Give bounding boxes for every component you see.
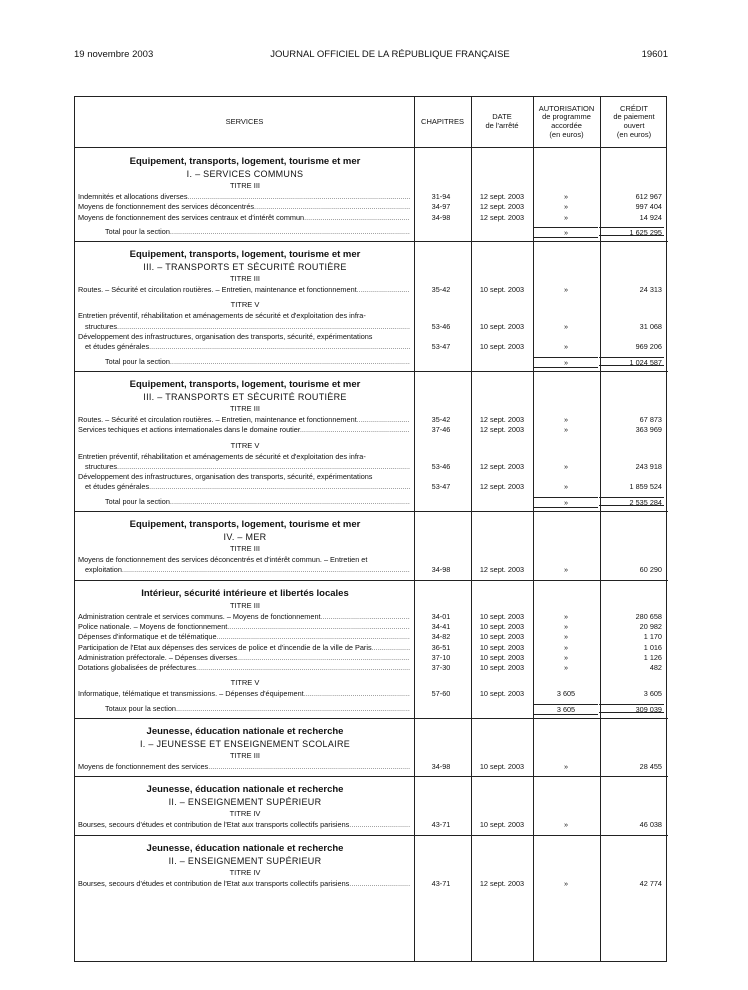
chapitre-cell: 53-47 <box>431 342 451 352</box>
autorisation-cell: » <box>563 285 569 295</box>
credit-cell: 14 924 <box>639 212 662 222</box>
table-row <box>75 311 668 321</box>
service-label: Développement des infrastructures, organisation des transports, sécurité, expérimentations <box>78 332 373 342</box>
service-label: Moyens de fonctionnement des services centraux et d'intérêt commun ..... <box>78 213 410 223</box>
table-row <box>75 462 668 472</box>
section-ministry: Equipement, transports, logement, tourisme et mer <box>129 378 361 390</box>
autorisation-cell: » <box>563 461 569 471</box>
total-credit: 309 039 <box>599 704 664 713</box>
service-label-cont: structures ..... <box>85 462 410 472</box>
table-row <box>75 689 668 699</box>
total-row <box>75 357 668 367</box>
date-cell: 12 sept. 2003 <box>479 212 525 222</box>
credits-table <box>74 96 667 962</box>
chapitre-cell: 34-98 <box>431 565 451 575</box>
credit-cell: 363 969 <box>635 425 662 435</box>
service-label: Moyens de fonctionnement des services déconcentrés et d'intérêt commun. – Entretien et <box>78 555 368 565</box>
credit-cell: 28 455 <box>639 762 662 772</box>
credit-cell: 20 982 <box>639 621 662 631</box>
date-cell: 12 sept. 2003 <box>479 192 525 201</box>
service-label: Moyens de fonctionnement des services ..... <box>78 762 410 772</box>
service-label: Dépenses d'informatique et de télématique ..... <box>78 632 410 642</box>
date-cell: 10 sept. 2003 <box>479 642 525 652</box>
total-label: Total pour la section ..... <box>105 227 410 237</box>
credit-cell: 243 918 <box>635 461 662 471</box>
date-cell: 10 sept. 2003 <box>479 632 525 642</box>
section-divider <box>75 580 668 581</box>
date-cell: 10 sept. 2003 <box>479 820 525 830</box>
titre-heading: TITRE IV <box>229 867 261 877</box>
section-divider <box>75 718 668 719</box>
titre-heading: TITRE III <box>230 544 260 554</box>
autorisation-cell: » <box>563 652 569 662</box>
chapitre-cell: 34-98 <box>431 762 451 772</box>
section-subtitle: II. – ENSEIGNEMENT SUPÉRIEUR <box>168 797 322 808</box>
table-body <box>75 149 668 893</box>
titre-heading: TITRE V <box>230 678 260 688</box>
autorisation-cell: » <box>563 565 569 575</box>
chapitre-cell: 37-10 <box>431 652 451 662</box>
table-row <box>75 653 668 663</box>
chapitre-cell: 53-46 <box>431 461 451 471</box>
credit-cell: 46 038 <box>639 820 662 830</box>
service-label: Administration centrale et services communs. – Moyens de fonctionnement ..... <box>78 612 410 622</box>
date-cell: 12 sept. 2003 <box>479 565 525 575</box>
section-subtitle: III. – TRANSPORTS ET SÉCURITÉ ROUTIÈRE <box>143 262 347 273</box>
date-cell: 12 sept. 2003 <box>479 482 525 492</box>
section-subtitle: II. – ENSEIGNEMENT SUPÉRIEUR <box>168 855 322 866</box>
section-ministry: Equipement, transports, logement, tourisme et mer <box>129 249 361 261</box>
chapitre-cell: 37-46 <box>431 425 451 435</box>
section-divider <box>75 776 668 777</box>
date-cell: 12 sept. 2003 <box>479 878 525 888</box>
autorisation-cell: » <box>563 192 569 201</box>
table-row <box>75 285 668 295</box>
table-row <box>75 643 668 653</box>
credit-cell: 1 170 <box>643 632 662 642</box>
table-row <box>75 332 668 342</box>
titre-heading: TITRE IV <box>229 809 261 819</box>
section-ministry: Jeunesse, éducation nationale et recherche <box>146 726 344 738</box>
table-row <box>75 322 668 332</box>
date-cell: 10 sept. 2003 <box>479 621 525 631</box>
section-ministry: Jeunesse, éducation nationale et recherche <box>146 842 344 854</box>
service-label: Moyens de fonctionnement des services déconcentrés ..... <box>78 202 410 212</box>
service-label-cont: et études générales ..... <box>85 482 410 492</box>
credit-cell: 482 <box>649 663 662 673</box>
titre-heading: TITRE III <box>230 181 260 190</box>
autorisation-cell: » <box>563 632 569 642</box>
section-divider <box>75 241 668 242</box>
section-subtitle: IV. – MER <box>223 532 267 543</box>
total-credit: 2 535 284 <box>599 497 664 506</box>
autorisation-cell: » <box>563 621 569 631</box>
total-autorisation: » <box>534 227 598 238</box>
col-header-autorisation: AUTORISATION de programme accordée (en euros) <box>538 103 595 139</box>
titre-heading: TITRE III <box>230 600 260 610</box>
table-row <box>75 415 668 425</box>
col-header-services: SERVICES <box>225 116 264 126</box>
chapitre-cell: 53-46 <box>431 321 451 331</box>
service-label: Développement des infrastructures, organisation des transports, sécurité, expérimentations <box>78 472 373 482</box>
credit-cell: 3 605 <box>643 689 662 699</box>
autorisation-cell: » <box>563 202 569 212</box>
chapitre-cell: 34-97 <box>431 202 451 212</box>
date-cell: 10 sept. 2003 <box>479 321 525 331</box>
col-header-date: DATE de l'arrêté <box>485 112 519 130</box>
date-cell: 12 sept. 2003 <box>479 202 525 212</box>
credit-cell: 280 658 <box>635 611 662 621</box>
autorisation-cell: 3 605 <box>556 689 576 699</box>
chapitre-cell: 34-82 <box>431 632 451 642</box>
chapitre-cell: 35-42 <box>431 414 451 424</box>
service-label: Entretien préventif, réhabilitation et aménagements de sécurité et d'exploitation des infra- <box>78 311 366 321</box>
credit-cell: 1 016 <box>643 642 662 652</box>
credit-cell: 997 404 <box>635 202 662 212</box>
titre-heading: TITRE III <box>230 403 260 413</box>
credit-cell: 24 313 <box>639 285 662 295</box>
titre-heading: TITRE V <box>230 300 260 310</box>
credit-cell: 60 290 <box>639 565 662 575</box>
credit-cell: 42 774 <box>639 878 662 888</box>
service-label: Routes. – Sécurité et circulation routières. – Entretien, maintenance et fonctionnement ..... <box>78 415 410 425</box>
date-cell: 10 sept. 2003 <box>479 663 525 673</box>
autorisation-cell: » <box>563 642 569 652</box>
service-label-cont: exploitation ..... <box>85 565 410 575</box>
table-row <box>75 565 668 575</box>
autorisation-cell: » <box>563 762 569 772</box>
autorisation-cell: » <box>563 482 569 492</box>
autorisation-cell: » <box>563 878 569 888</box>
service-label: Bourses, secours d'études et contribution de l'Etat aux transports collectifs parisiens ..... <box>78 820 410 830</box>
credit-cell: 612 967 <box>635 192 662 201</box>
credit-cell: 1 126 <box>643 652 662 662</box>
col-header-chapitres: CHAPITRES <box>421 116 464 126</box>
table-row <box>75 342 668 352</box>
chapitre-cell: 31-94 <box>431 192 451 201</box>
service-label: Police nationale. – Moyens de fonctionnement ..... <box>78 622 410 632</box>
chapitre-cell: 34-98 <box>431 212 451 222</box>
total-label: Total pour la section ..... <box>105 497 410 507</box>
service-label: Dotations globalisées de préfectures ..... <box>78 663 410 673</box>
table-row <box>75 762 668 772</box>
date-cell: 12 sept. 2003 <box>479 461 525 471</box>
section-divider <box>75 835 668 836</box>
total-credit: 1 625 295 <box>599 227 664 236</box>
section-ministry: Intérieur, sécurité intérieure et libertés locales <box>141 587 349 599</box>
chapitre-cell: 37-30 <box>431 663 451 673</box>
table-row <box>75 482 668 492</box>
chapitre-cell: 43-71 <box>431 820 451 830</box>
table-row <box>75 425 668 435</box>
service-label: Participation de l'Etat aux dépenses des services de police et d'incendie de la ville de Paris ..... <box>78 643 410 653</box>
table-row <box>75 612 668 622</box>
section-divider <box>75 371 668 372</box>
total-label: Totaux pour la section ..... <box>105 704 410 714</box>
section-ministry: Jeunesse, éducation nationale et recherche <box>146 784 344 796</box>
total-autorisation: » <box>534 497 598 508</box>
section-subtitle: I. – JEUNESSE ET ENSEIGNEMENT SCOLAIRE <box>139 739 351 750</box>
table-row <box>75 879 668 889</box>
table-row <box>75 820 668 830</box>
date-cell: 12 sept. 2003 <box>479 425 525 435</box>
autorisation-cell: » <box>563 663 569 673</box>
credit-cell: 67 873 <box>639 414 662 424</box>
autorisation-cell: » <box>563 321 569 331</box>
chapitre-cell: 35-42 <box>431 285 451 295</box>
date-cell: 10 sept. 2003 <box>479 285 525 295</box>
table-row <box>75 192 668 202</box>
service-label-cont: et études générales ..... <box>85 342 410 352</box>
section-ministry: Equipement, transports, logement, tourisme et mer <box>129 156 361 167</box>
date-cell: 10 sept. 2003 <box>479 652 525 662</box>
service-label: Administration préfectorale. – Dépenses diverses ..... <box>78 653 410 663</box>
chapitre-cell: 36-51 <box>431 642 451 652</box>
page-date: 19 novembre 2003 <box>74 49 154 60</box>
total-row <box>75 704 668 714</box>
titre-heading: TITRE III <box>230 751 260 761</box>
total-row <box>75 497 668 507</box>
service-label: Bourses, secours d'études et contribution de l'Etat aux transports collectifs parisiens ..... <box>78 879 410 889</box>
table-row <box>75 663 668 673</box>
autorisation-cell: » <box>563 414 569 424</box>
section-ministry: Equipement, transports, logement, tourisme et mer <box>129 519 361 531</box>
credit-cell: 969 206 <box>635 342 662 352</box>
titre-heading: TITRE V <box>230 440 260 450</box>
autorisation-cell: » <box>563 425 569 435</box>
total-label: Total pour la section ..... <box>105 357 410 367</box>
table-row <box>75 213 668 223</box>
chapitre-cell: 57-60 <box>431 689 451 699</box>
service-label: Indemnités et allocations diverses ..... <box>78 192 410 202</box>
col-header-credit: CRÉDIT de paiement ouvert (en euros) <box>613 103 655 139</box>
date-cell: 10 sept. 2003 <box>479 689 525 699</box>
section-subtitle: I. – SERVICES COMMUNS <box>186 169 304 179</box>
total-row <box>75 227 668 237</box>
section-divider <box>75 511 668 512</box>
table-row <box>75 202 668 212</box>
service-label: Informatique, télématique et transmissions. – Dépenses d'équipement ..... <box>78 689 410 699</box>
service-label-cont: structures ..... <box>85 322 410 332</box>
credit-cell: 31 068 <box>639 321 662 331</box>
total-autorisation: » <box>534 357 598 368</box>
chapitre-cell: 34-01 <box>431 611 451 621</box>
service-label: Routes. – Sécurité et circulation routières. – Entretien, maintenance et fonctionnement ..... <box>78 285 410 295</box>
autorisation-cell: » <box>563 820 569 830</box>
journal-title: JOURNAL OFFICIEL DE LA RÉPUBLIQUE FRANÇAISE <box>270 49 510 60</box>
chapitre-cell: 43-71 <box>431 878 451 888</box>
titre-heading: TITRE III <box>230 274 260 284</box>
total-credit: 1 024 587 <box>599 357 664 366</box>
date-cell: 10 sept. 2003 <box>479 611 525 621</box>
credit-cell: 1 859 524 <box>629 482 662 492</box>
date-cell: 10 sept. 2003 <box>479 342 525 352</box>
autorisation-cell: » <box>563 342 569 352</box>
total-autorisation: 3 605 <box>534 704 598 715</box>
table-row <box>75 622 668 632</box>
service-label: Services techiques et actions internationales dans le domaine routier ..... <box>78 425 410 435</box>
service-label: Entretien préventif, réhabilitation et aménagements de sécurité et d'exploitation des infra- <box>78 451 366 461</box>
chapitre-cell: 34-41 <box>431 621 451 631</box>
table-row <box>75 452 668 462</box>
autorisation-cell: » <box>563 212 569 222</box>
section-subtitle: III. – TRANSPORTS ET SÉCURITÉ ROUTIÈRE <box>143 391 347 402</box>
page-number: 19601 <box>641 49 668 60</box>
autorisation-cell: » <box>563 611 569 621</box>
table-row <box>75 632 668 642</box>
table-row <box>75 472 668 482</box>
table-row <box>75 555 668 565</box>
date-cell: 10 sept. 2003 <box>479 762 525 772</box>
chapitre-cell: 53-47 <box>431 482 451 492</box>
date-cell: 12 sept. 2003 <box>479 414 525 424</box>
